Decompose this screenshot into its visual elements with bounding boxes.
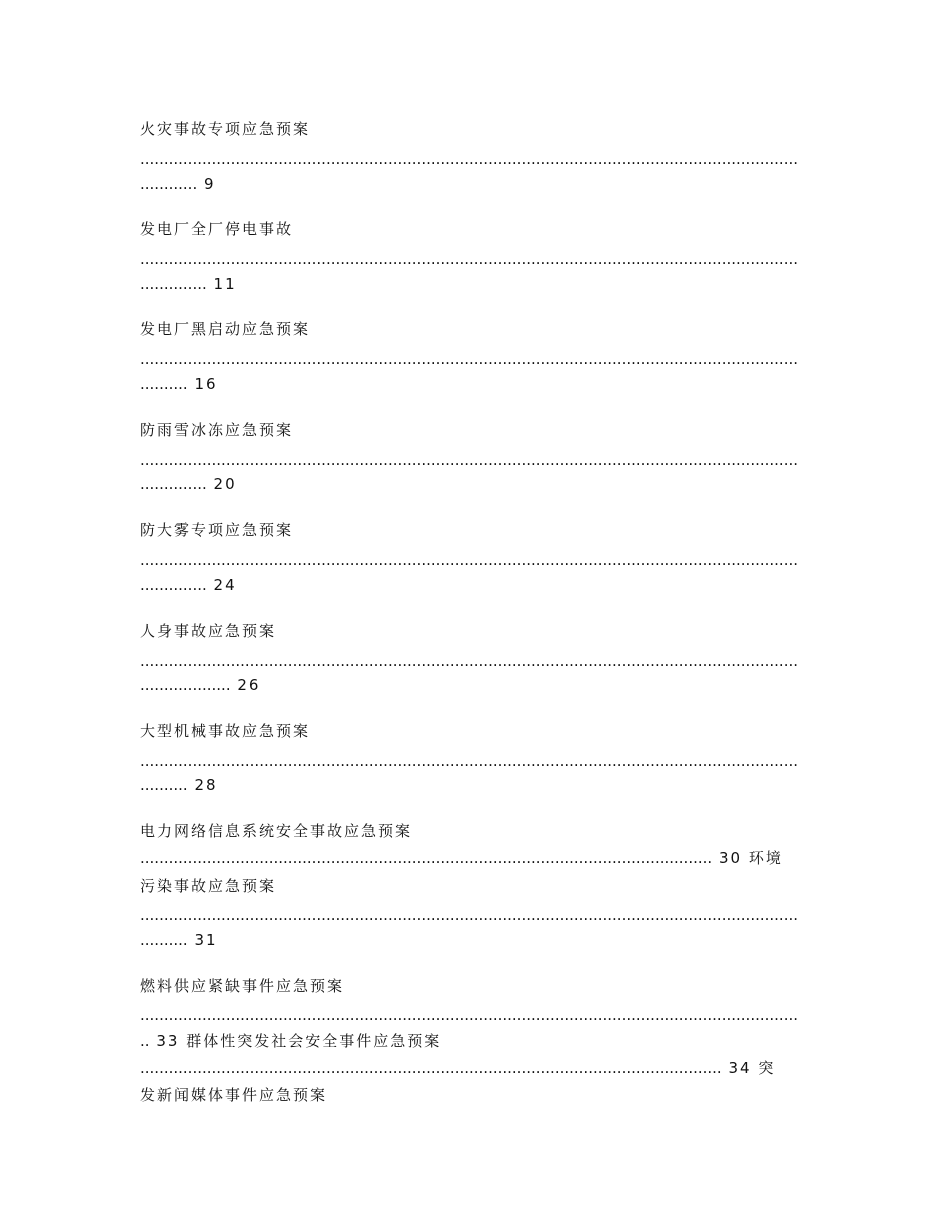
toc-leader-dots: .......... <box>140 931 188 949</box>
toc-leader-dots: .......................................................................................................................................... <box>140 752 798 770</box>
toc-leader-dots: .......... <box>140 776 188 794</box>
toc-leader-dots: .......................................................................................................................................... <box>140 906 798 924</box>
toc-entry-page-line <box>140 674 808 696</box>
toc-page-number[interactable]: 9 <box>204 175 216 193</box>
toc-entry-title-start[interactable]: 突 <box>758 1059 776 1077</box>
toc-page-number[interactable]: 34 <box>728 1059 752 1077</box>
toc-entry-title-start[interactable]: 环境 <box>748 849 783 867</box>
toc-leader-dots: .......... <box>140 375 188 393</box>
toc-entry-title[interactable]: 发电厂全厂停电事故 <box>140 220 294 238</box>
toc-entry-page-line <box>140 1030 808 1052</box>
toc-page-number[interactable]: 20 <box>213 475 237 493</box>
toc-entry-title[interactable]: 燃料供应紧缺事件应急预案 <box>140 977 345 995</box>
toc-entry-page-line <box>140 774 808 796</box>
toc-entry-page-line <box>140 473 808 495</box>
toc-entry-page-line <box>140 1057 808 1079</box>
toc-entry-page-line <box>140 173 808 195</box>
toc-entry-page-line <box>140 574 808 596</box>
toc-entry-page-line <box>140 273 808 295</box>
toc-entry-title[interactable]: 人身事故应急预案 <box>140 622 277 640</box>
toc-entry-page-line <box>140 847 808 869</box>
toc-leader-dots: ................... <box>140 676 231 694</box>
toc-leader-dots: .......................................................................................................................................... <box>140 250 798 268</box>
toc-page-number[interactable]: 24 <box>213 576 237 594</box>
toc-leader-dots: .. <box>140 1032 150 1050</box>
toc-entry-title[interactable]: 污染事故应急预案 <box>140 877 277 895</box>
toc-entry-title[interactable]: 防大雾专项应急预案 <box>140 521 294 539</box>
toc-entry-title[interactable]: 群体性突发社会安全事件应急预案 <box>186 1032 442 1050</box>
toc-leader-dots: .......................................................................................................................................... <box>140 150 798 168</box>
toc-leader-dots: ............ <box>140 175 198 193</box>
toc-page-number[interactable]: 28 <box>194 776 218 794</box>
toc-entry-page-line <box>140 929 808 951</box>
toc-page-number[interactable]: 31 <box>194 931 218 949</box>
toc-leader-dots: .......................................................................................................................................... <box>140 652 798 670</box>
toc-leader-dots: .............. <box>140 475 207 493</box>
toc-page-number[interactable]: 16 <box>194 375 218 393</box>
toc-entry-title[interactable]: 发电厂黑启动应急预案 <box>140 320 311 338</box>
toc-entry-title[interactable]: 火灾事故专项应急预案 <box>140 120 311 138</box>
toc-leader-dots: .............. <box>140 576 207 594</box>
toc-entry-page-line <box>140 373 808 395</box>
toc-entry-title[interactable]: 电力网络信息系统安全事故应急预案 <box>140 822 413 840</box>
toc-leader-dots: .......................................................................................................................................... <box>140 1006 798 1024</box>
toc-page-number[interactable]: 33 <box>156 1032 180 1050</box>
toc-leader-dots: .......................................................................................................................................... <box>140 350 798 368</box>
toc-leader-dots: .......................................................................................................................................... <box>140 451 798 469</box>
toc-leader-dots: .............. <box>140 275 207 293</box>
toc-leader-dots: .......................................................................................................................... <box>140 1059 722 1077</box>
toc-page-number[interactable]: 26 <box>237 676 261 694</box>
toc-entry-title[interactable]: 发新闻媒体事件应急预案 <box>140 1086 328 1104</box>
toc-entry-title[interactable]: 大型机械事故应急预案 <box>140 722 311 740</box>
toc-page-number[interactable]: 30 <box>718 849 743 867</box>
toc-entry-title[interactable]: 防雨雪冰冻应急预案 <box>140 421 294 439</box>
toc-leader-dots: .......................................................................................................................................... <box>140 551 798 569</box>
toc-leader-dots: ........................................................................................................................ <box>140 849 713 867</box>
toc-page-number[interactable]: 11 <box>213 275 237 293</box>
